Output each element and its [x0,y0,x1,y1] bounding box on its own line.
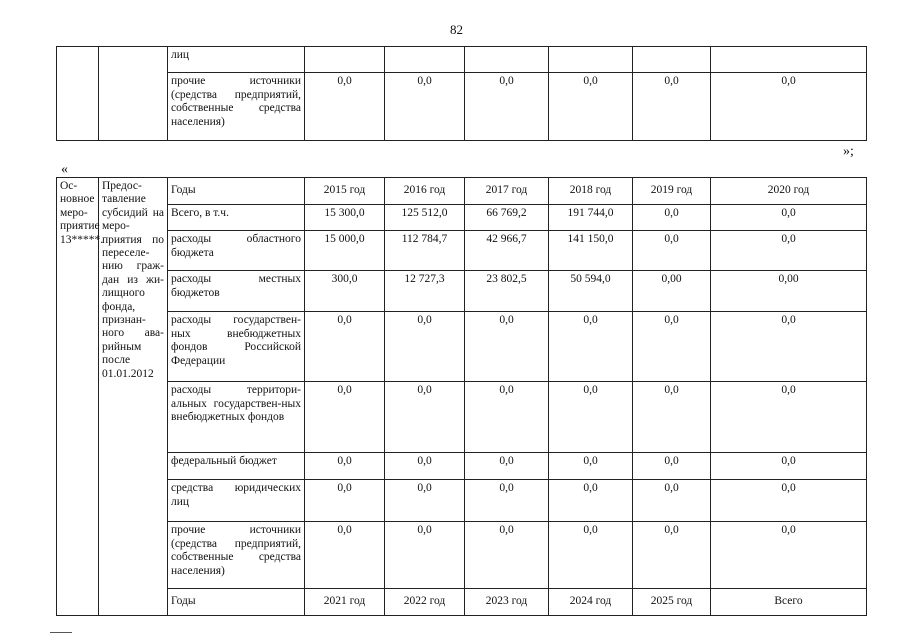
row-label: лиц [168,47,305,73]
row-label: прочие источники (средства предприятий, собственные средства населения) [168,522,305,589]
year-header: 2017 год [465,178,549,205]
empty-cell [99,47,168,141]
year-header: 2023 год [465,589,549,616]
table-row [57,312,867,382]
year-header: 2015 год [305,178,385,205]
value-cell [633,47,711,73]
value-cell: 15 000,0 [305,231,385,271]
value-cell: 0,0 [711,522,867,589]
row-label: расходы территори-альных государствен-ных внебюджетных фондов [168,382,305,453]
value-cell: 0,0 [549,312,633,382]
value-cell: 23 802,5 [465,271,549,312]
value-cell: 0,0 [633,312,711,382]
table-row [57,522,867,589]
value-cell: 0,0 [385,453,465,480]
value-cell: 0,0 [633,480,711,522]
value-cell: 300,0 [305,271,385,312]
value-cell: 0,0 [633,453,711,480]
row-label: расходы областного бюджета [168,231,305,271]
value-cell: 141 150,0 [549,231,633,271]
value-cell [465,47,549,73]
value-cell: 0,0 [305,73,385,141]
value-cell: 0,0 [711,231,867,271]
value-cell: 112 784,7 [385,231,465,271]
value-cell: 191 744,0 [549,205,633,231]
value-cell: 125 512,0 [385,205,465,231]
value-cell: 0,0 [711,382,867,453]
value-cell: 0,0 [465,73,549,141]
row-label: средства юридических лиц [168,480,305,522]
value-cell: 0,00 [711,271,867,312]
year-header: 2020 год [711,178,867,205]
value-cell: 0,0 [465,453,549,480]
value-cell: 0,0 [711,73,867,141]
year-header: 2024 год [549,589,633,616]
year-header: 2025 год [633,589,711,616]
divider [50,632,72,633]
year-header: 2018 год [549,178,633,205]
value-cell: 66 769,2 [465,205,549,231]
row-label: Всего, в т.ч. [168,205,305,231]
opening-quote: « [61,162,68,177]
year-header: 2016 год [385,178,465,205]
table-row [57,480,867,522]
value-cell: 0,00 [633,271,711,312]
value-cell: 0,0 [465,312,549,382]
top-table [56,46,867,141]
value-cell: 0,0 [305,453,385,480]
value-cell: 0,0 [305,522,385,589]
value-cell: 0,0 [385,522,465,589]
description-cell: Предос-тавление субсидий на меро-приятия по переселе-нию граж-дан из жи-лищного фонда, признан-ного ава-рийным после 01.01.2012 [99,178,168,616]
year-header: 2022 год [385,589,465,616]
total-header: Всего [711,589,867,616]
year-header: 2021 год [305,589,385,616]
table-row [57,382,867,453]
value-cell: 0,0 [385,382,465,453]
table-row [57,231,867,271]
table-row [57,271,867,312]
value-cell: 0,0 [711,312,867,382]
value-cell: 15 300,0 [305,205,385,231]
value-cell [711,47,867,73]
table-header-row [57,178,867,205]
table-row [57,73,867,141]
value-cell: 12 727,3 [385,271,465,312]
table-row [57,47,867,73]
row-label: расходы местных бюджетов [168,271,305,312]
main-table [56,177,867,616]
value-cell: 0,0 [633,231,711,271]
page-number: 82 [450,22,463,37]
value-cell: 0,0 [711,205,867,231]
value-cell: 42 966,7 [465,231,549,271]
value-cell: 0,0 [549,480,633,522]
header-label: Годы [168,178,305,205]
value-cell: 0,0 [549,382,633,453]
measure-cell: Ос-новное меро-приятие 13*****. [57,178,99,616]
value-cell [549,47,633,73]
value-cell: 0,0 [385,480,465,522]
row-label: расходы государствен-ных внебюджетных фондов Российской Федерации [168,312,305,382]
value-cell [385,47,465,73]
value-cell: 0,0 [633,522,711,589]
value-cell: 0,0 [465,382,549,453]
value-cell [305,47,385,73]
value-cell: 0,0 [711,453,867,480]
value-cell: 0,0 [633,205,711,231]
table-row [57,205,867,231]
closing-quote: »; [843,144,854,159]
value-cell: 0,0 [385,312,465,382]
value-cell: 50 594,0 [549,271,633,312]
value-cell: 0,0 [549,522,633,589]
value-cell: 0,0 [633,382,711,453]
year-header: 2019 год [633,178,711,205]
table-row [57,453,867,480]
value-cell: 0,0 [549,453,633,480]
empty-cell [57,47,99,141]
footer-label: Годы [168,589,305,616]
value-cell: 0,0 [711,480,867,522]
value-cell: 0,0 [465,480,549,522]
value-cell: 0,0 [465,522,549,589]
row-label: прочие источники (средства предприятий, собственные средства населения) [168,73,305,141]
value-cell: 0,0 [633,73,711,141]
value-cell: 0,0 [305,382,385,453]
value-cell: 0,0 [549,73,633,141]
value-cell: 0,0 [385,73,465,141]
value-cell: 0,0 [305,312,385,382]
value-cell: 0,0 [305,480,385,522]
row-label: федеральный бюджет [168,453,305,480]
table-footer-row [57,589,867,616]
